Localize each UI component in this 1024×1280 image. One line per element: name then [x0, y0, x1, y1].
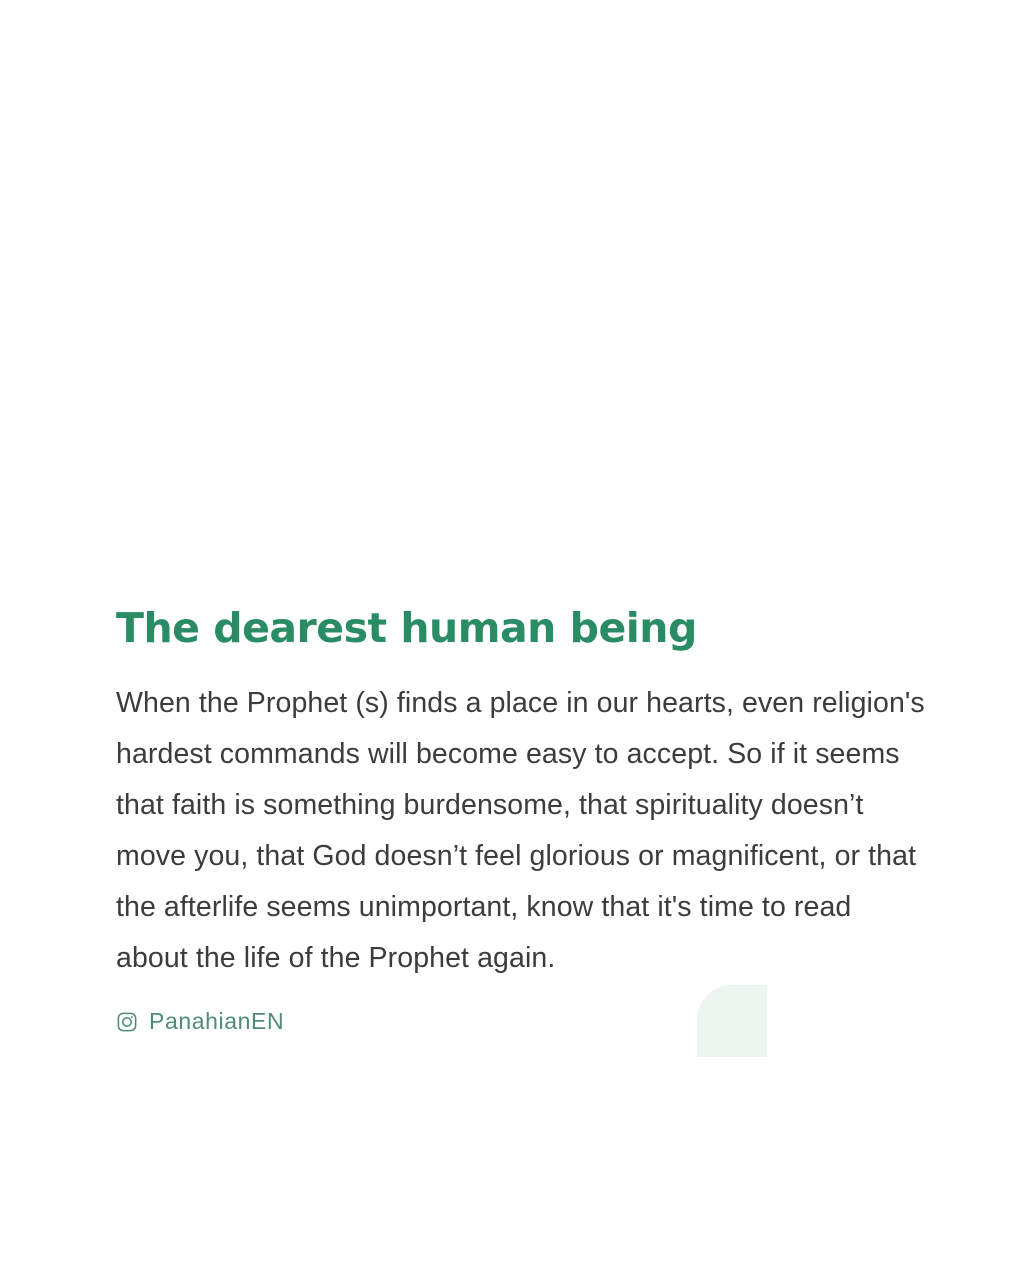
page-title: The dearest human being: [116, 604, 697, 652]
card-content: [116, 604, 946, 1033]
body-paragraph: When the Prophet (s) finds a place in our hearts, even religion's hardest commands will become easy to accept. So if it seems that faith is something burdensome, that spirituality doesn’t move you, that God doesn’t feel glorious or magnificent, or that the afterlife seems unimportant, know that it's time to read about the life of the Prophet again.: [116, 687, 925, 975]
instagram-icon: [116, 1011, 138, 1033]
social-handle: PanahianEN: [149, 1008, 285, 1035]
attribution: [116, 1010, 946, 1033]
